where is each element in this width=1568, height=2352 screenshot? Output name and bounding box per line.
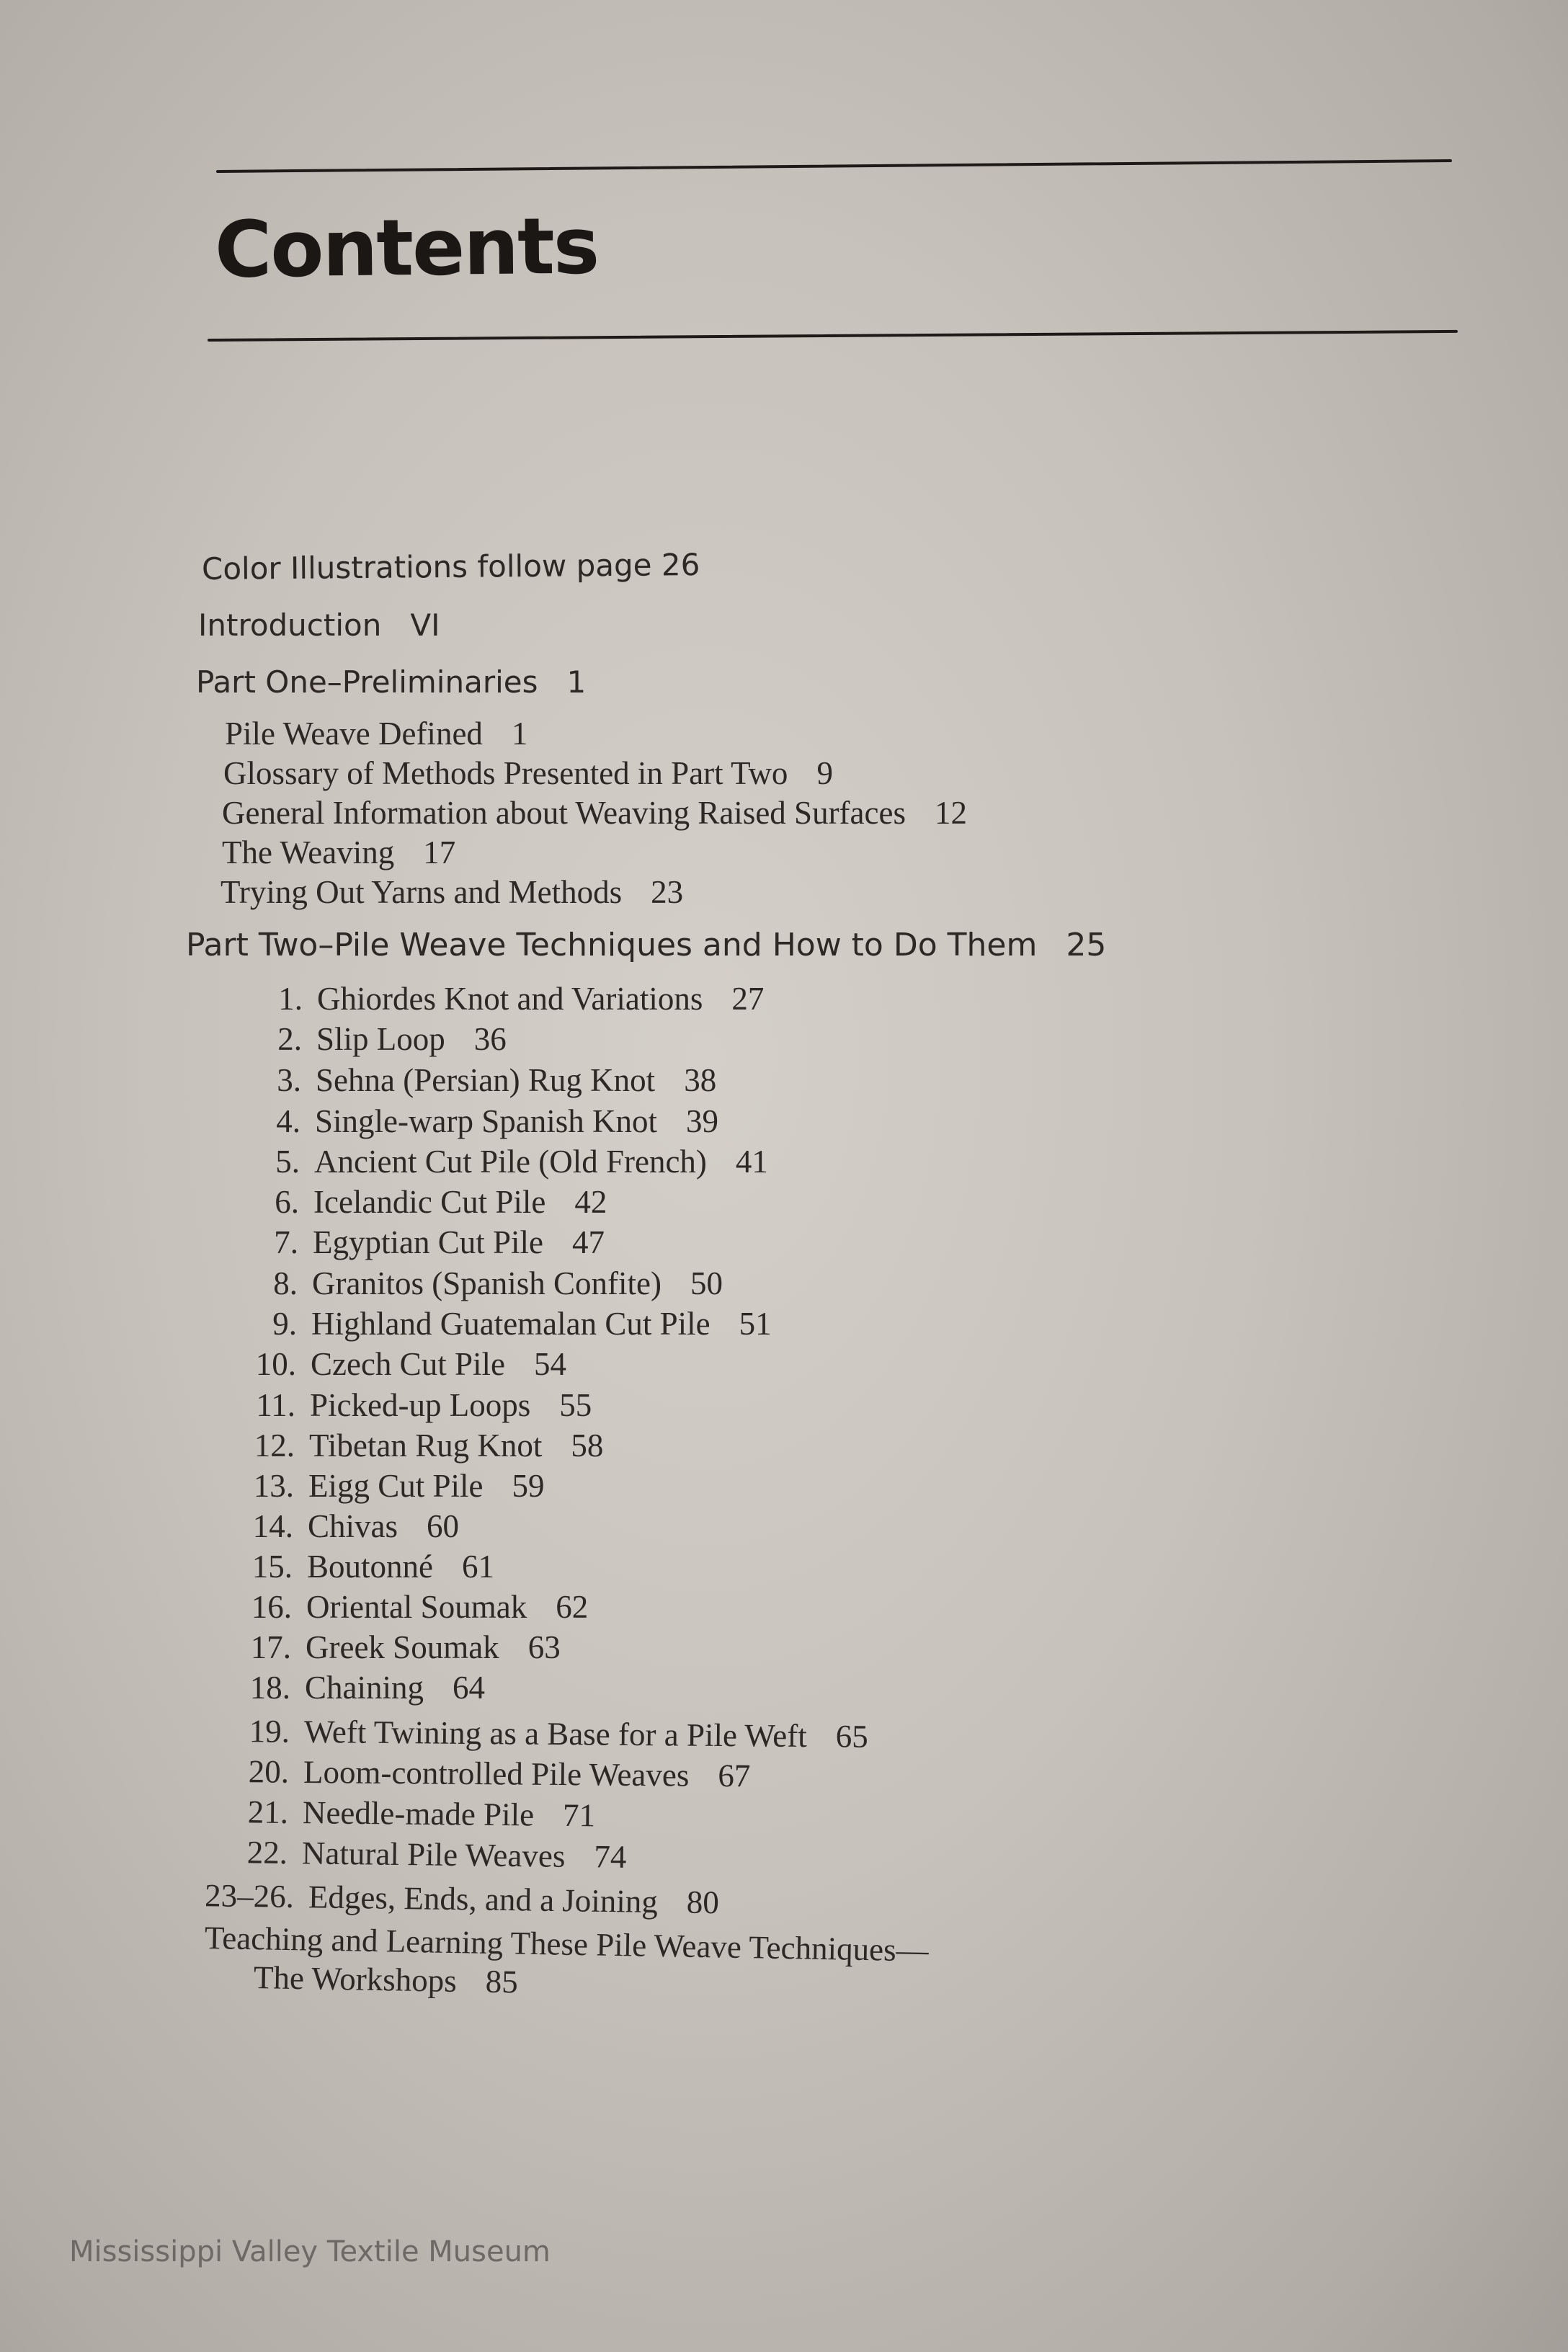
toc-entry-label: The Weaving — [222, 834, 395, 870]
technique-label: Natural Pile Weaves — [301, 1835, 566, 1874]
toc-entry-label: Teaching and Learning These Pile Weave Techniques— — [204, 1920, 930, 1969]
technique-page: 47 — [572, 1224, 605, 1260]
technique-label: Eigg Cut Pile — [308, 1468, 484, 1504]
technique-number: 2. — [277, 1021, 302, 1057]
technique-page: 60 — [427, 1508, 460, 1544]
technique-page: 41 — [735, 1144, 768, 1180]
technique-page: 51 — [739, 1306, 772, 1342]
toc-entry-introduction — [198, 607, 440, 643]
technique-label: Granitos (Spanish Confite) — [312, 1265, 662, 1301]
technique-number: 11. — [256, 1387, 295, 1423]
technique-number: 18. — [249, 1670, 290, 1706]
technique-page: 65 — [835, 1718, 868, 1755]
toc-entry-label: Glossary of Methods Presented in Part Two — [223, 755, 788, 791]
toc-entry-page: 26 — [661, 546, 700, 583]
technique-page: 71 — [562, 1796, 596, 1834]
toc-entry-page: 23 — [651, 874, 684, 910]
toc-entry-label: Trying Out Yarns and Methods — [220, 874, 623, 910]
part-heading-label: Part Two–Pile Weave Techniques and How to Do Them — [186, 927, 1038, 963]
technique-number: 5. — [275, 1144, 300, 1180]
technique-page: 27 — [731, 981, 765, 1017]
toc-entry-label: General Information about Weaving Raised Surfaces — [222, 795, 906, 831]
technique-number: 8. — [273, 1265, 298, 1301]
toc-entry-label: The Workshops — [253, 1959, 458, 1999]
technique-page: 36 — [473, 1021, 507, 1057]
technique-label: Greek Soumak — [306, 1629, 499, 1665]
technique-entry — [227, 1588, 588, 1626]
technique-number: 4. — [276, 1103, 300, 1139]
technique-label: Czech Cut Pile — [311, 1346, 505, 1382]
technique-entry — [236, 1102, 718, 1140]
toc-entry-page: VI — [410, 607, 440, 643]
technique-entry — [225, 1712, 868, 1755]
toc-entry — [222, 794, 967, 832]
technique-label: Loom-controlled Pile Weaves — [303, 1753, 690, 1794]
technique-page: 55 — [559, 1387, 592, 1423]
technique-entry — [193, 1876, 720, 1921]
technique-entry — [235, 1143, 768, 1180]
page-title: Contents — [214, 201, 599, 295]
part-heading-label: Part One–Preliminaries — [196, 664, 538, 700]
technique-entry — [233, 1224, 605, 1261]
technique-entry — [233, 1265, 723, 1302]
technique-label: Edges, Ends, and a Joining — [308, 1879, 659, 1920]
technique-number: 12. — [254, 1427, 295, 1464]
technique-entry — [231, 1345, 566, 1383]
technique-page: 39 — [685, 1103, 718, 1139]
toc-entry-page: 85 — [485, 1963, 519, 2000]
technique-label: Slip Loop — [316, 1021, 445, 1057]
technique-entry — [236, 1061, 716, 1099]
technique-entry — [223, 1793, 596, 1834]
technique-number: 3. — [277, 1062, 301, 1098]
technique-page: 54 — [533, 1346, 566, 1382]
technique-label: Sehna (Persian) Rug Knot — [316, 1062, 656, 1098]
technique-page: 59 — [512, 1468, 545, 1504]
technique-label: Icelandic Cut Pile — [313, 1184, 546, 1220]
toc-entry — [220, 873, 683, 911]
technique-label: Ancient Cut Pile (Old French) — [314, 1144, 707, 1180]
technique-entry — [231, 1386, 592, 1424]
toc-entry-label: Introduction — [198, 607, 382, 643]
technique-page: 50 — [690, 1265, 723, 1301]
technique-page: 80 — [686, 1884, 720, 1921]
technique-entry — [230, 1427, 603, 1464]
technique-number: 23–26. — [204, 1877, 295, 1915]
part-heading-page: 25 — [1066, 927, 1107, 963]
technique-label: Highland Guatemalan Cut Pile — [311, 1306, 710, 1342]
technique-label: Ghiordes Knot and Variations — [317, 981, 703, 1017]
technique-number: 9. — [272, 1306, 297, 1342]
top-rule — [216, 159, 1452, 173]
toc-entry-color-illustrations — [202, 547, 700, 587]
technique-label: Egyptian Cut Pile — [313, 1224, 543, 1260]
technique-page: 64 — [453, 1670, 485, 1706]
toc-entry — [223, 754, 833, 792]
bottom-rule — [208, 330, 1458, 342]
technique-number: 21. — [247, 1794, 289, 1830]
technique-page: 62 — [556, 1589, 589, 1625]
technique-entry — [223, 1833, 627, 1876]
technique-page: 58 — [571, 1427, 604, 1464]
technique-number: 6. — [275, 1184, 299, 1220]
technique-number: 14. — [252, 1508, 293, 1544]
toc-entry — [222, 834, 455, 871]
toc-entry-label: Color Illustrations follow page — [201, 547, 652, 587]
part-two-heading — [186, 927, 1106, 963]
toc-entry-label: Pile Weave Defined — [225, 716, 483, 752]
technique-entry — [226, 1629, 561, 1666]
technique-page: 63 — [527, 1629, 561, 1665]
technique-entry — [237, 1020, 507, 1058]
technique-entry — [226, 1669, 485, 1706]
technique-number: 15. — [251, 1549, 293, 1585]
technique-label: Boutonné — [307, 1549, 433, 1585]
toc-entry — [225, 715, 527, 752]
part-heading-page: 1 — [566, 664, 587, 700]
technique-label: Chaining — [305, 1670, 424, 1706]
technique-entry — [238, 980, 764, 1017]
technique-entry — [228, 1548, 494, 1585]
technique-page: 38 — [684, 1062, 717, 1098]
toc-entry-page: 12 — [934, 795, 967, 831]
technique-entry — [229, 1467, 545, 1505]
technique-page: 42 — [574, 1184, 607, 1220]
technique-entry — [234, 1183, 607, 1221]
toc-entry-workshops-continued — [254, 1959, 519, 2000]
technique-number: 1. — [278, 981, 303, 1017]
technique-number: 13. — [253, 1468, 294, 1504]
technique-number: 19. — [249, 1713, 290, 1750]
toc-entry-page: 1 — [511, 716, 528, 752]
technique-number: 17. — [250, 1629, 291, 1665]
technique-number: 10. — [255, 1346, 296, 1382]
technique-label: Picked-up Loops — [310, 1387, 531, 1423]
technique-entry — [228, 1507, 459, 1545]
technique-label: Oriental Soumak — [306, 1589, 527, 1625]
technique-label: Weft Twining as a Base for a Pile Weft — [303, 1713, 807, 1755]
technique-number: 22. — [246, 1834, 288, 1871]
technique-number: 20. — [248, 1753, 290, 1790]
technique-entry — [232, 1305, 772, 1342]
technique-label: Needle-made Pile — [302, 1794, 535, 1833]
technique-label: Single-warp Spanish Knot — [315, 1103, 657, 1139]
technique-number: 16. — [251, 1589, 292, 1625]
technique-page: 74 — [594, 1838, 627, 1875]
technique-page: 61 — [462, 1549, 494, 1585]
toc-entry-page: 9 — [816, 755, 833, 791]
part-one-heading — [196, 664, 586, 700]
technique-entry — [224, 1752, 751, 1794]
technique-page: 67 — [718, 1757, 751, 1794]
technique-label: Tibetan Rug Knot — [309, 1427, 543, 1464]
technique-number: 7. — [274, 1224, 298, 1260]
watermark: Mississippi Valley Textile Museum — [69, 2235, 551, 2268]
technique-label: Chivas — [308, 1508, 398, 1544]
toc-entry-page: 17 — [423, 834, 456, 870]
